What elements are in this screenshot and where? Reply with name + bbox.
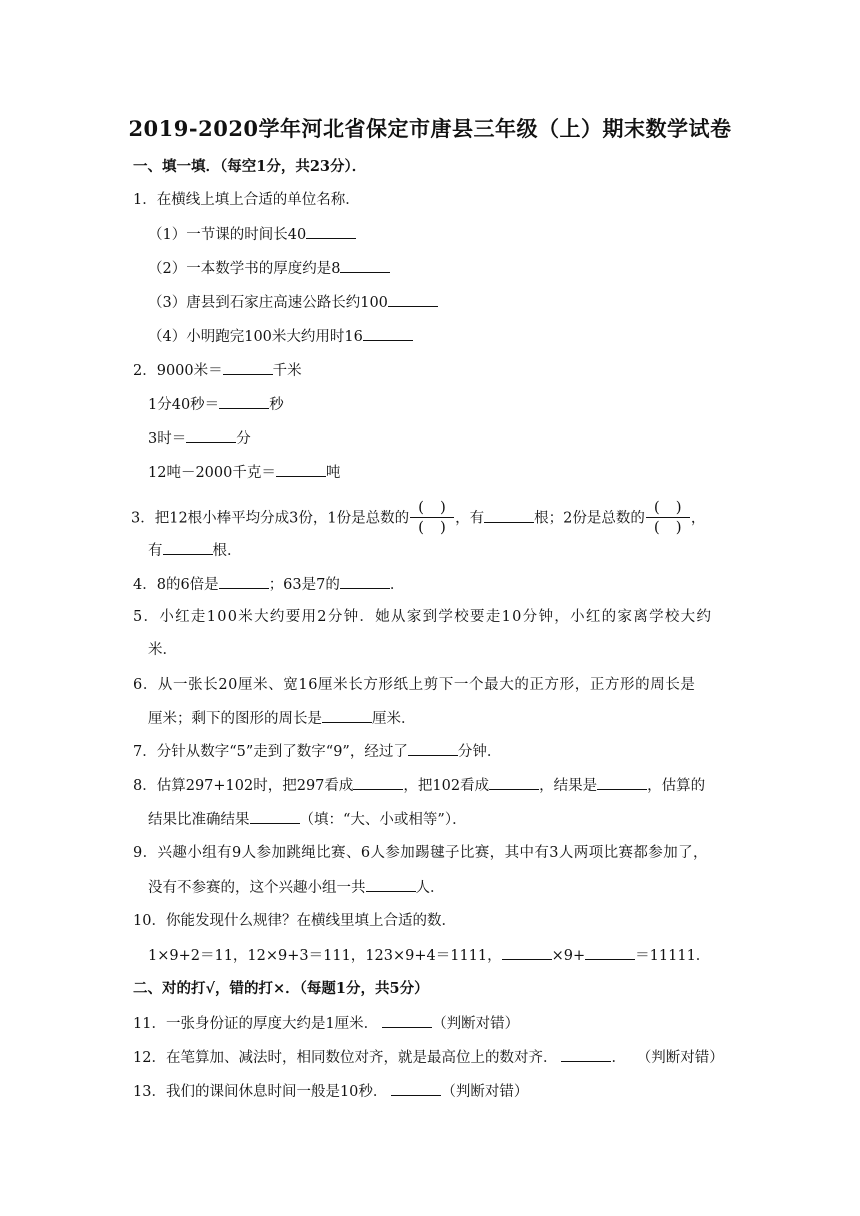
text: 吨 (325, 465, 341, 481)
question-2-line-1 (133, 360, 302, 381)
text: ． (611, 1050, 626, 1066)
text: 12吨－2000千克＝ (148, 465, 276, 481)
answer-blank[interactable] (219, 394, 269, 409)
answer-blank[interactable] (502, 945, 552, 960)
text: 厘米． (372, 711, 416, 727)
question-5-line-1: 5．小红走100米大约要用2分钟．她从家到学校要走10分钟，小红的家离学校大约 (133, 609, 713, 625)
answer-blank[interactable] (163, 540, 213, 555)
answer-blank[interactable] (391, 1081, 441, 1096)
text: 没有不参赛的，这个兴趣小组一共 (148, 880, 366, 896)
answer-blank[interactable] (597, 775, 647, 790)
item-text: （1）一节课的时间长40 (148, 227, 307, 243)
section-1-heading: 一、填一填．（每空1分，共23分）． (133, 158, 367, 175)
text: 7．分针从数字“5”走到了数字“9”，经过了 (133, 744, 408, 760)
text: 3．把12根小棒平均分成3份，1份是总数的 (131, 510, 410, 527)
text: 13．我们的课间休息时间一般是10秒． (133, 1084, 388, 1100)
question-9-line-2 (148, 877, 445, 898)
text: 根． (212, 543, 242, 559)
text: 厘米；剩下的图形的周长是 (148, 711, 322, 727)
text: （填：“大、小或相等”）． (299, 812, 467, 828)
text: 分 (236, 431, 251, 447)
text: （判断对错） (643, 1050, 724, 1066)
answer-blank[interactable] (408, 741, 458, 756)
question-11 (133, 1013, 519, 1034)
fraction-blank[interactable] (410, 498, 462, 536)
answer-blank[interactable] (276, 462, 326, 477)
text: ×9+ (551, 948, 586, 964)
question-8-line-2 (148, 809, 467, 830)
question-6-line-2 (148, 708, 416, 729)
text: ＝11111． (635, 948, 711, 964)
question-1-stem: 1．在横线上填上合适的单位名称． (133, 192, 360, 208)
text: ，有 (455, 510, 485, 527)
answer-blank[interactable] (186, 428, 236, 443)
text: 11．一张身份证的厚度大约是1厘米． (133, 1016, 379, 1032)
question-12 (133, 1047, 724, 1068)
question-10-line-1: 10．你能发现什么规律？在横线里填上合适的数． (133, 913, 456, 929)
denominator-paren: () (418, 518, 462, 536)
numerator-paren: () (653, 498, 698, 516)
text: ，把102看成 (403, 778, 490, 794)
text: 人． (415, 880, 445, 896)
question-1-item-1 (148, 224, 356, 245)
question-3-line-2 (148, 540, 242, 561)
question-1-item-4 (148, 326, 413, 347)
question-13 (133, 1081, 528, 1102)
text: ，结果是 (539, 778, 598, 794)
question-6-line-1: 6．从一张长20厘米、宽16厘米长方形纸上剪下一个最大的正方形，正方形的周长是 (133, 677, 696, 693)
answer-blank[interactable] (484, 508, 534, 523)
question-2-line-2 (148, 394, 284, 415)
text: 有 (148, 543, 163, 559)
question-1-item-3 (148, 292, 438, 313)
text: 4．8的6倍是 (133, 577, 219, 593)
answer-blank[interactable] (585, 945, 635, 960)
text: （判断对错） (432, 1016, 520, 1032)
text: ． (389, 577, 405, 593)
text: 结果比准确结果 (148, 812, 250, 828)
fraction-blank[interactable] (646, 498, 698, 536)
answer-blank[interactable] (250, 809, 300, 824)
text: 分钟． (457, 744, 502, 760)
item-text: （4）小明跑完100米大约用时16 (148, 329, 363, 345)
question-9-line-1: 9．兴趣小组有9人参加跳绳比赛、6人参加踢毽子比赛，其中有3人两项比赛都参加了， (133, 845, 708, 861)
text: （判断对错） (441, 1084, 529, 1100)
answer-blank[interactable] (382, 1013, 432, 1028)
answer-blank[interactable] (353, 775, 403, 790)
text: 3时＝ (148, 431, 187, 447)
question-8-line-1 (133, 775, 705, 796)
denominator-paren: () (653, 518, 698, 536)
question-1-item-2 (148, 258, 390, 279)
answer-blank[interactable] (366, 877, 416, 892)
text: 秒 (269, 397, 284, 413)
question-7 (133, 741, 501, 762)
text: ， (690, 510, 706, 527)
numerator-paren: () (418, 498, 462, 516)
text: 2．9000米＝ (133, 363, 223, 379)
text: ，估算的 (647, 778, 706, 794)
answer-blank[interactable] (306, 224, 356, 239)
text: ；63是7的 (268, 577, 340, 593)
answer-blank[interactable] (561, 1047, 611, 1062)
answer-blank[interactable] (219, 574, 269, 589)
section-2-heading: 二、对的打√，错的打×．（每题1分，共5分） (133, 980, 429, 997)
page-title: 2019-2020学年河北省保定市唐县三年级（上）期末数学试卷 (128, 116, 732, 141)
text: 1×9+2＝11，12×9+3＝111，123×9+4＝1111， (148, 948, 502, 964)
item-text: （2）一本数学书的厚度约是8 (148, 261, 341, 277)
question-5-line-2: 米． (148, 642, 177, 658)
answer-blank[interactable] (363, 326, 413, 341)
question-10-line-2 (148, 945, 710, 966)
answer-blank[interactable] (340, 574, 390, 589)
answer-blank[interactable] (340, 258, 390, 273)
answer-blank[interactable] (223, 360, 273, 375)
answer-blank[interactable] (489, 775, 539, 790)
text: 千米 (272, 363, 302, 379)
question-4 (133, 574, 404, 595)
answer-blank[interactable] (322, 708, 372, 723)
text: 8．估算297+102时，把297看成 (133, 778, 354, 794)
text: 根；2份是总数的 (534, 510, 645, 527)
question-2-line-3 (148, 428, 251, 449)
text: 12．在笔算加、减法时，相同数位对齐，就是最高位上的数对齐． (133, 1050, 558, 1066)
question-2-line-4 (148, 462, 340, 483)
text: 1分40秒＝ (148, 397, 220, 413)
item-text: （3）唐县到石家庄高速公路长约100 (148, 295, 388, 311)
answer-blank[interactable] (388, 292, 438, 307)
question-3-line-1 (131, 500, 705, 537)
